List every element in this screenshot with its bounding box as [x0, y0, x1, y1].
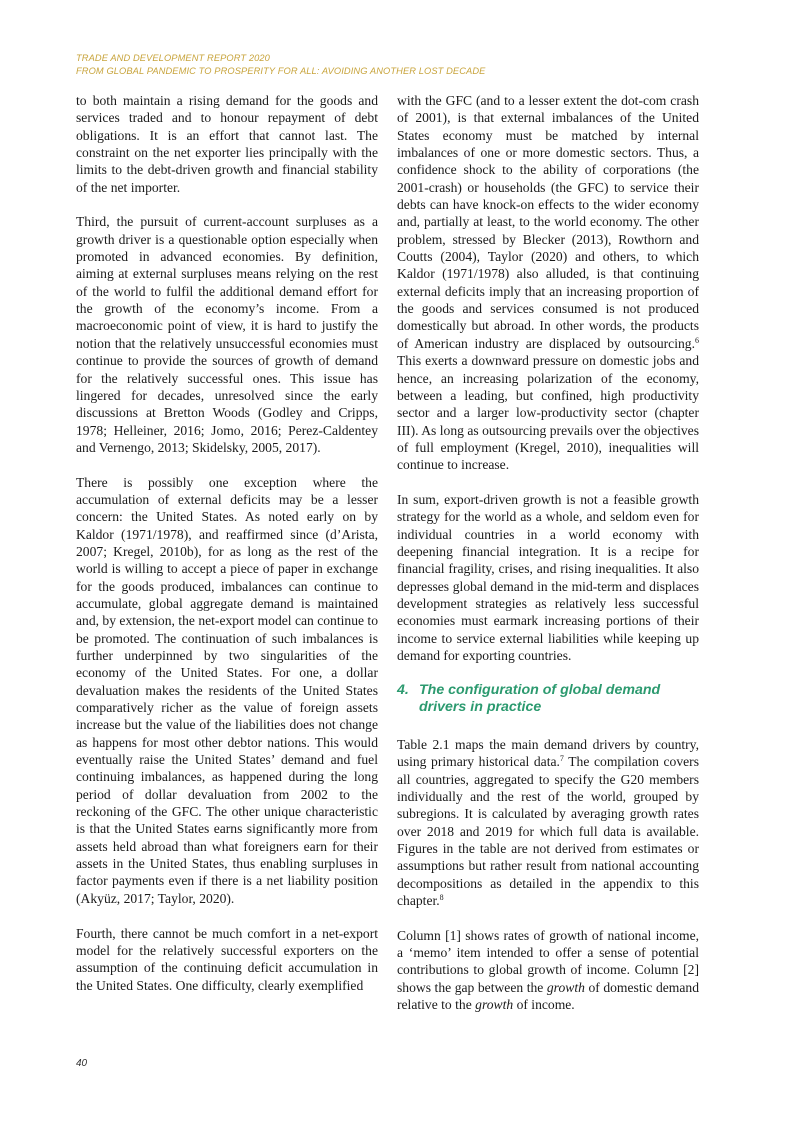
report-subtitle: FROM GLOBAL PANDEMIC TO PROSPERITY FOR ALL: AVOIDING ANOTHER LOST DECADE [76, 66, 486, 76]
emphasis: growth [475, 997, 514, 1013]
paragraph: There is possibly one exception where the accumulation of external deficits may be a lesser concern: the United States. As noted early on by Kaldor (1971/1978), and reaffirmed since (d’Arista, 2007; Kregel, 2010b), for as long as the rest of the world is willing to accept a piece of paper in exchange for the goods produced, imbalances can continue to accumulate, global aggregate demand is maintained and, by extension, the net-export model can continue to be promoted. The continuation of such imbalances is further underpinned by two singularities of the economy of the United States. For one, a dollar devaluation makes the residents of the United States comparatively richer as the value of foreign assets increase but the value of the liabilities does not change as happens for most other debtor nations. This would eventually raise the United States’ demand and fuel continuing imbalances, as happened during the long period of dollar devaluation from 2002 to the reckoning of the GFC. The other unique characteristic is that the United States earns significantly more from assets held abroad than what foreigners earn for their assets in the United States, thus enabling surpluses in factor payments even if there is a net liability position (Akyüz, 2017; Taylor, 2020). [76, 474, 378, 906]
footnote-ref-7[interactable]: 7 [559, 754, 564, 764]
paragraph [397, 736, 699, 909]
report-title: TRADE AND DEVELOPMENT REPORT 2020 [76, 53, 270, 63]
right-column [397, 92, 699, 1013]
paragraph: Third, the pursuit of current-account surpluses as a growth driver is a questionable option especially when promoted in advanced economies. By definition, aiming at external surpluses means relying on the rest of the world to fulfil the additional demand effort for the growth of the economy’s income. From a macroeconomic point of view, it is hard to justify the notion that the relatively unsuccessful economies must continue to provide the sources of growth of demand for the relatively successful ones. This issue has lingered for decades, unresolved since the early discussions at Bretton Woods (Godley and Cripps, 1978; Helleiner, 2016; Jomo, 2016; Perez-Caldentey and Vernengo, 2013; Skidelsky, 2005, 2017). [76, 214, 378, 455]
text-run: Column [1] shows rates of growth of national income, a ‘memo’ item intended to offer a sense of potential contributions to global growth of income. Column [2] shows the gap between the [397, 927, 699, 995]
footnote-ref-8[interactable]: 8 [439, 892, 444, 902]
section-number: 4. [397, 681, 409, 698]
left-column [76, 92, 378, 994]
section-title: The configuration of global demand drivers in practice [419, 681, 661, 716]
text-run: This exerts a downward pressure on domestic jobs and hence, an increasing polarization of the economy, between a leading, but confined, high productivity sector and a larger low-productivity sector (chapter III). As long as outsourcing prevails over the objectives of full employment (Kregel, 2010), inequalities will continue to increase. [397, 353, 699, 473]
footnote-ref-6[interactable]: 6 [695, 335, 699, 345]
paragraph: to both maintain a rising demand for the goods and services traded and to honour repayment of debt obligations. It is an effort that cannot last. The constraint on the net exporter lies principally with the limits to the debt-driven growth and financial stability of the net importer. [76, 93, 378, 195]
running-header [76, 52, 716, 78]
text-run: of income. [513, 997, 575, 1013]
text-run: The compilation covers all countries, aggregated to specify the G20 members individually and the rest of the world, grouped by subregions. It is calculated by averaging growth rates over 2018 and 2019 for which full data is available. Figures in the table are not derived from estimates or assumptions but rather result from national accounting decompositions as detailed in the appendix to this chapter. [397, 754, 699, 908]
paragraph: In sum, export-driven growth is not a feasible growth strategy for the world as a whole, and seldom even for individual countries in a world economy with deepening financial integration. It is a recipe for financial fragility, crises, and rising inequalities. It also depresses global demand in the mid-term and displaces development strategies as relatively less successful economies must earmark increasing portions of their income to service external liabilities while keeping up demand for exporting countries. [397, 491, 699, 663]
paragraph: Fourth, there cannot be much comfort in a net-export model for the relatively successful exporters on the assumption of the continuing deficit accumulation in the United States. One difficulty, clearly exemplified [76, 925, 378, 993]
text-run: of domestic demand relative to the [397, 979, 699, 1013]
emphasis: growth [546, 979, 585, 995]
section-heading [397, 682, 699, 717]
text-run: Table 2.1 maps the main demand drivers by country, using primary historical data. [397, 736, 699, 770]
text-run: with the GFC (and to a lesser extent the dot-com crash of 2001), is that external imbalances of the United States economy must be matched by internal imbalances of one or more domestic sectors. Thus, a confidence shock to the ability of corporations (the 2001-crash) or households (the GFC) to service their debts can have knock-on effects to the wider economy and, partially at least, to the world economy. The other problem, stressed by Blecker (2013), Rowthorn and Coutts (2004), Taylor (2020) and others, to which Kaldor (1971/1978) also alluded, is that continuing external deficits imply that an increasing proportion of the goods and services consumed is not produced domestically but abroad. In other words, the products of American industry are displaced by outsourcing. [397, 93, 699, 351]
paragraph [397, 927, 699, 1014]
paragraph [397, 92, 699, 474]
page-number: 40 [76, 1058, 88, 1069]
